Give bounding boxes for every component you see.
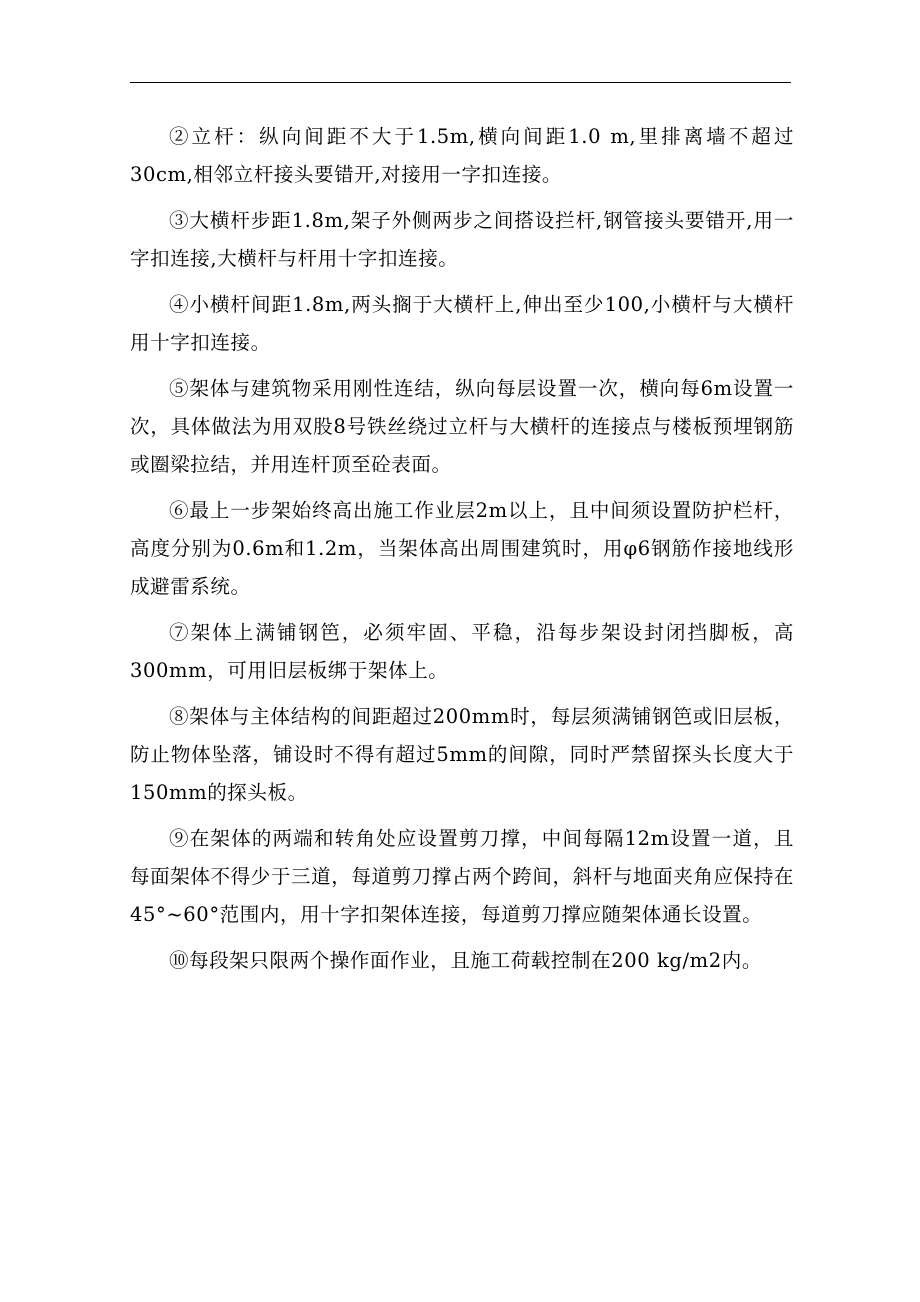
paragraph-item-3: ③大横杆步距1.8m,架子外侧两步之间搭设拦杆,钢管接头要错开,用一字扣连接,大横杆与杆用十字扣连接。 <box>130 209 794 270</box>
header-rule <box>130 82 791 83</box>
paragraph-item-5: ⑤架体与建筑物采用刚性连结，纵向每层设置一次，横向每6m设置一次，具体做法为用双股8号铁丝绕过立杆与大横杆的连接点与楼板预埋钢筋或圈梁拉结，并用连杆顶至砼表面。 <box>130 377 794 476</box>
paragraph-item-10: ⑩每段架只限两个操作面作业，且施工荷载控制在200 kg/m2内。 <box>169 949 762 972</box>
paragraph-item-8: ⑧架体与主体结构的间距超过200mm时，每层须满铺钢笆或旧层板，防止物体坠落，铺设时不得有超过5mm的间隙，同时严禁留探头长度大于150mm的探头板。 <box>130 705 794 804</box>
paragraph-item-6: ⑥最上一步架始终高出施工作业层2m以上，且中间须设置防护栏杆，高度分别为0.6m和1.2m，当架体高出周围建筑时，用φ6钢筋作接地线形成避雷系统。 <box>130 499 794 598</box>
paragraph-item-4: ④小横杆间距1.8m,两头搁于大横杆上,伸出至少100,小横杆与大横杆用十字扣连接。 <box>130 293 794 354</box>
document-body <box>130 118 794 988</box>
paragraph-item-7: ⑦架体上满铺钢笆，必须牢固、平稳，沿每步架设封闭挡脚板，高300mm，可用旧层板绑于架体上。 <box>130 621 794 682</box>
paragraph-item-9: ⑨在架体的两端和转角处应设置剪刀撑，中间每隔12m设置一道，且每面架体不得少于三道，每道剪刀撑占两个跨间，斜杆与地面夹角应保持在45°~60°范围内，用十字扣架体连接，每道剪刀撑应随架体通长设置。 <box>130 827 794 926</box>
paragraph-item-2: ②立杆：纵向间距不大于1.5m,横向间距1.0 m,里排离墙不超过30cm,相邻立杆接头要错开,对接用一字扣连接。 <box>130 125 794 186</box>
